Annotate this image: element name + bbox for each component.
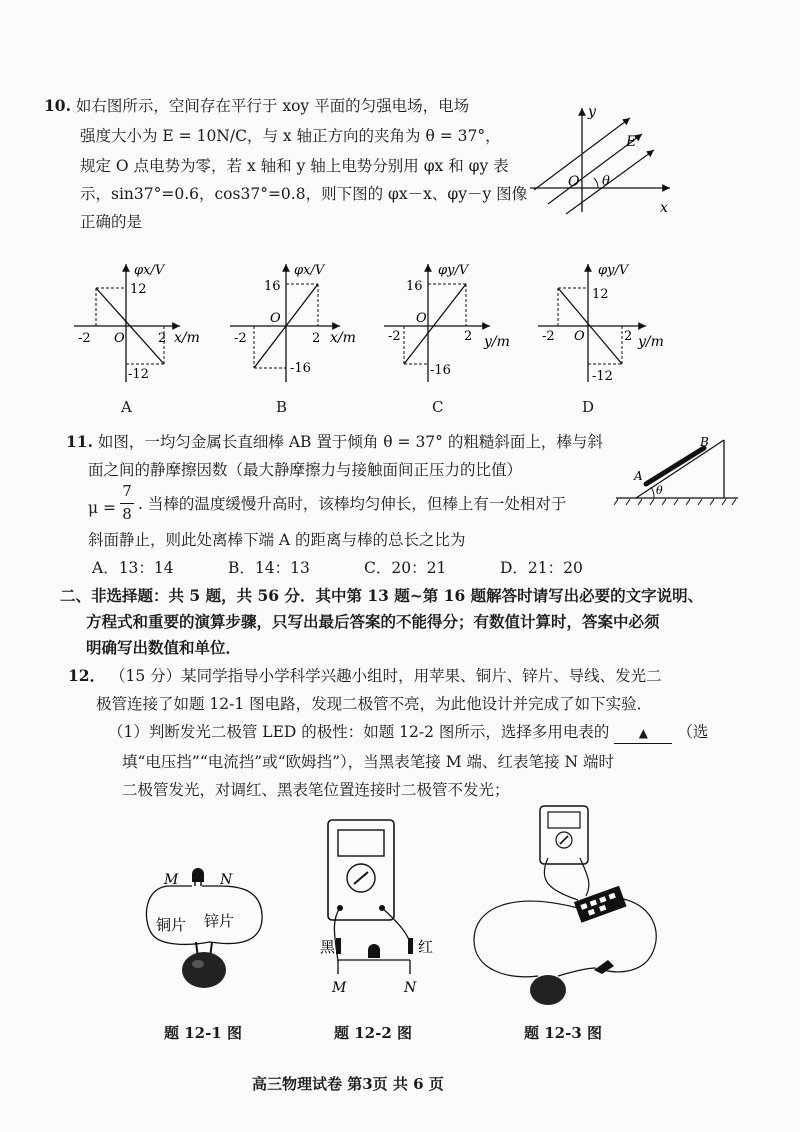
q12-sub1-text: （1）判断发光二极管 LED 的极性：如题 12-2 图所示，选择多用电表的	[108, 723, 610, 741]
o-label: O	[568, 174, 580, 190]
incline-angle-arc	[651, 487, 654, 498]
q11-number: 11.	[66, 432, 93, 451]
q12-line-2: 极管连接了如题 12-1 图电路，发现二极管不亮，为此他设计并完成了如下实验．	[96, 695, 653, 713]
q12-line-1	[68, 666, 662, 686]
fig12-1-n: N	[220, 872, 233, 888]
hatch-8	[698, 499, 702, 505]
q10-line-3: 规定 O 点电势为零，若 x 轴和 y 轴上电势分别用 φx 和 φy 表	[80, 157, 509, 175]
fig12-1-caption: 题 12-1 图	[164, 1024, 242, 1042]
red-lead	[382, 908, 410, 942]
graph-c-top: 16	[406, 279, 423, 294]
graph-b	[226, 260, 366, 384]
rod-end-a: A	[634, 469, 643, 483]
graph-a-letter: A	[121, 398, 132, 416]
q12-text-1: （15 分）某同学指导小学科学兴趣小组时，用苹果、铜片、锌片、导线、发光二	[110, 667, 662, 685]
graph-c-bottom: -16	[430, 363, 451, 378]
hatch-10	[722, 499, 726, 505]
multimeter-display-2	[548, 812, 580, 828]
hatch-5	[662, 499, 666, 505]
q10-line-4: 示，sin37°=0.6，cos37°=0.8，则下图的 φx－x、φy－y 图像	[80, 185, 528, 203]
q10-line-1	[44, 96, 469, 116]
e-label: E	[626, 134, 637, 150]
q11-option-b: B．14：13	[228, 559, 310, 577]
q11-option-c: C．20：21	[364, 559, 447, 577]
x-label: x	[660, 200, 668, 216]
rod-end-b: B	[700, 435, 709, 449]
page-footer: 高三物理试卷 第3页 共 6 页	[252, 1075, 444, 1093]
dial-pointer-2	[560, 836, 568, 844]
graph-a-bottom: -12	[128, 367, 149, 382]
graph-d-top: 12	[592, 287, 609, 302]
q11-mu: μ =	[88, 499, 116, 517]
graph-d-xlabel: y/m	[638, 334, 664, 350]
graph-c-letter: C	[432, 398, 444, 416]
graph-b-right: 2	[312, 331, 321, 346]
graph-b-bottom: -16	[290, 361, 311, 376]
fig12-2-m: M	[332, 980, 347, 996]
q12-sub1-line-1	[108, 722, 708, 744]
graph-a-xlabel: x/m	[174, 330, 200, 346]
incline-theta: θ	[656, 484, 663, 497]
q11-line-3: . 当棒的温度缓慢升高时，该棒均匀伸长，但棒上有一处相对于	[138, 495, 567, 513]
graph-b-ylabel: φx/V	[294, 263, 325, 278]
fig12-2-n: N	[404, 980, 417, 996]
q12-sub1-line-2: 填“电压挡”“电流挡”或“欧姆挡”），当黑表笔接 M 端、红表笔接 N 端时	[122, 753, 614, 771]
apple-highlight	[192, 960, 204, 968]
red-probe	[408, 938, 413, 954]
apple-icon-2	[530, 975, 566, 1005]
graph-a-top: 12	[130, 282, 147, 297]
q11-frac-num: 7	[122, 482, 132, 500]
graph-a-right: 2	[158, 331, 167, 346]
hatch-4	[650, 499, 654, 505]
hatch-11	[732, 499, 736, 505]
graph-b-letter: B	[276, 398, 288, 416]
fig-12-2	[310, 812, 450, 1002]
q11-text-1: 如图，一均匀金属长直细棒 AB 置于倾角 θ = 37° 的粗糙斜面上，棒与斜	[97, 433, 603, 451]
graph-c-right: 2	[464, 329, 473, 344]
hatch-7	[686, 499, 690, 505]
q11-incline-figure	[612, 432, 742, 510]
graph-b-left: -2	[234, 331, 247, 346]
graph-a-left: -2	[78, 331, 91, 346]
graph-d-left: -2	[542, 329, 555, 344]
multimeter-display	[338, 830, 384, 856]
graph-d-bottom: -12	[592, 369, 613, 384]
theta-label: θ	[602, 174, 610, 189]
section2-line-3: 明确写出数值和单位．	[86, 638, 242, 657]
graph-b-xlabel: x/m	[330, 330, 356, 346]
graph-c-origin: O	[416, 311, 427, 326]
fig-12-3	[468, 800, 668, 1010]
q11-line-4: 斜面静止，则此处离棒下端 A 的距离与棒的总长之比为	[88, 531, 466, 549]
q11-line-2: 面之间的静摩擦因数（最大静摩擦力与接触面间正压力的比值）	[88, 461, 523, 479]
fig12-3-wire-bottom	[558, 968, 596, 976]
fig-12-1	[140, 850, 280, 1000]
q11-option-d: D．21：20	[500, 559, 583, 577]
q12-number: 12．	[68, 666, 106, 685]
graph-c	[380, 260, 520, 384]
fig12-3-caption: 题 12-3 图	[524, 1024, 602, 1042]
zinc-label: 锌片	[204, 912, 235, 930]
hatch-9	[710, 499, 714, 505]
q10-line-5: 正确的是	[80, 213, 143, 231]
graph-d-letter: D	[582, 398, 595, 416]
q11-line-1	[66, 432, 603, 452]
q10-field-figure	[520, 100, 680, 220]
fig12-2-caption: 题 12-2 图	[334, 1024, 412, 1042]
led-icon-2	[368, 944, 380, 958]
section2-line-2: 方程式和重要的演算步骤，只写出最后答案的不能得分；有数值计算时，答案中必须	[86, 612, 660, 631]
fig12-1-m: M	[164, 872, 179, 888]
graph-c-left: -2	[388, 329, 401, 344]
black-probe	[336, 938, 341, 954]
resistor-box-body	[574, 886, 627, 923]
q12-sub1-text-end: （选	[677, 723, 709, 741]
fig12-3-wire-left	[474, 901, 578, 977]
q10-line-2: 强度大小为 E = 10N/C，与 x 轴正方向的夹角为 θ = 37°，	[80, 127, 501, 145]
q11-frac-bar	[120, 503, 134, 504]
q10-number: 10.	[44, 96, 71, 115]
graph-a	[70, 260, 200, 384]
graph-d-ylabel: φy/V	[598, 263, 629, 278]
q11-frac-den: 8	[122, 505, 132, 523]
black-probe-label: 黑	[320, 938, 336, 956]
graph-c-line	[404, 284, 466, 364]
dial-pointer	[354, 872, 368, 884]
q12-sub1-line-3: 二极管发光，对调红、黑表笔位置连接时二极管不发光；	[122, 781, 510, 799]
q10-text-1: 如右图所示，空间存在平行于 xoy 平面的匀强电场，电场	[75, 97, 470, 115]
apple-icon	[182, 952, 226, 988]
graph-b-origin: O	[270, 311, 281, 326]
red-probe-label: 红	[418, 938, 434, 956]
led-icon	[192, 868, 204, 882]
y-label: y	[588, 104, 596, 120]
graph-c-xlabel: y/m	[484, 334, 510, 350]
q12-answer-blank[interactable]: ▲	[614, 723, 672, 744]
hatch-6	[674, 499, 678, 505]
graph-b-top: 16	[264, 279, 281, 294]
hatch-1	[614, 499, 618, 505]
section2-heading: 二、非选择题：共 5 题，共 56 分．其中第 13 题~第 16 题解答时请写出必要的文字说明、	[60, 586, 704, 605]
graph-a-ylabel: φx/V	[134, 263, 165, 278]
angle-arc	[594, 178, 598, 188]
incline-surface	[636, 440, 724, 498]
resistor-box	[574, 886, 627, 923]
metal-rod	[646, 448, 704, 484]
copper-label: 铜片	[156, 916, 187, 934]
hatch-2	[626, 499, 630, 505]
graph-a-origin: O	[114, 331, 125, 346]
graph-d	[534, 260, 674, 384]
hatch-3	[638, 499, 642, 505]
q11-option-a: A．13：14	[92, 559, 174, 577]
graph-c-ylabel: φy/V	[438, 263, 469, 278]
graph-d-origin: O	[574, 329, 585, 344]
graph-d-right: 2	[624, 329, 633, 344]
multimeter-body-2	[540, 806, 588, 864]
